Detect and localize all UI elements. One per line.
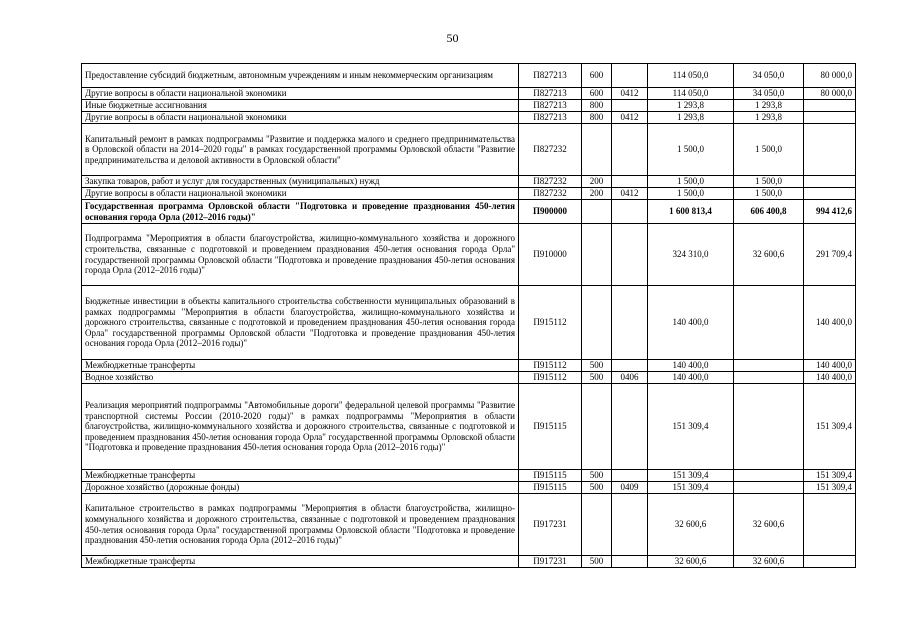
target-code-cell: П915112 — [519, 360, 582, 372]
row-name-cell: Водное хозяйство — [82, 372, 519, 384]
expense-type-cell: 800 — [582, 100, 612, 112]
expense-type-cell: 200 — [582, 176, 612, 188]
section-code-cell — [612, 124, 648, 176]
section-code-cell — [612, 494, 648, 556]
total-amount-cell: 151 309,4 — [648, 384, 734, 470]
total-amount-cell: 140 400,0 — [648, 372, 734, 384]
table-row — [82, 494, 856, 556]
target-code-cell: П915115 — [519, 470, 582, 482]
expense-type-cell — [582, 384, 612, 470]
amount-col1-cell: 34 050,0 — [734, 64, 804, 88]
row-name-cell: Капитальное строительство в рамках подпрограммы "Мероприятия в области благоустройства, жилищно-коммунального хозяйства и дорожного строительства, связанные с подготовкой и проведением празднования 450-летия основания города Орла" государственной программы Орловской области "Подготовка и проведение празднования 450-летия основания города Орла (2012–2016 годы)" — [82, 494, 519, 556]
table-row — [82, 64, 856, 88]
amount-col2-cell: 994 412,6 — [804, 200, 856, 224]
target-code-cell: П915115 — [519, 384, 582, 470]
target-code-cell: П915112 — [519, 372, 582, 384]
target-code-cell: П827213 — [519, 88, 582, 100]
table-row — [82, 556, 856, 568]
target-code-cell: П915115 — [519, 482, 582, 494]
amount-col1-cell — [734, 482, 804, 494]
budget-table — [81, 63, 856, 568]
total-amount-cell: 1 500,0 — [648, 188, 734, 200]
section-code-cell — [612, 384, 648, 470]
section-code-cell: 0409 — [612, 482, 648, 494]
page-number: 50 — [446, 31, 459, 45]
target-code-cell: П917231 — [519, 556, 582, 568]
target-code-cell: П827213 — [519, 112, 582, 124]
expense-type-cell: 500 — [582, 482, 612, 494]
total-amount-cell: 151 309,4 — [648, 470, 734, 482]
amount-col1-cell: 1 500,0 — [734, 188, 804, 200]
total-amount-cell: 1 500,0 — [648, 176, 734, 188]
section-code-cell — [612, 100, 648, 112]
section-code-cell: 0406 — [612, 372, 648, 384]
section-code-cell — [612, 360, 648, 372]
target-code-cell: П827213 — [519, 100, 582, 112]
target-code-cell: П915112 — [519, 286, 582, 360]
table-row — [82, 286, 856, 360]
table-row — [82, 482, 856, 494]
amount-col2-cell — [804, 100, 856, 112]
amount-col2-cell: 291 709,4 — [804, 224, 856, 286]
expense-type-cell: 500 — [582, 470, 612, 482]
expense-type-cell: 500 — [582, 360, 612, 372]
total-amount-cell: 32 600,6 — [648, 494, 734, 556]
total-amount-cell: 1 293,8 — [648, 100, 734, 112]
target-code-cell: П917231 — [519, 494, 582, 556]
table-row — [82, 124, 856, 176]
row-name-cell: Реализация мероприятий подпрограммы "Автомобильные дороги" федеральной целевой программы "Развитие транспортной системы России (2010-2020 годы)" в рамках подпрограммы "Мероприятия в области благоустройства, жилищно-коммунального хозяйства и дорожного строительства, связанные с подготовкой и проведением празднования 450-летия основания города Орла" государственной программы Орловской области "Подготовка и проведение празднования 450-летия основания города Орла (2012–2016 годы)" — [82, 384, 519, 470]
amount-col2-cell — [804, 556, 856, 568]
expense-type-cell — [582, 224, 612, 286]
total-amount-cell: 32 600,6 — [648, 556, 734, 568]
amount-col1-cell: 32 600,6 — [734, 556, 804, 568]
table-row — [82, 176, 856, 188]
amount-col1-cell — [734, 384, 804, 470]
amount-col1-cell: 32 600,6 — [734, 494, 804, 556]
section-code-cell — [612, 64, 648, 88]
total-amount-cell: 114 050,0 — [648, 88, 734, 100]
amount-col1-cell: 1 293,8 — [734, 100, 804, 112]
row-name-cell: Межбюджетные трансферты — [82, 470, 519, 482]
target-code-cell: П827232 — [519, 124, 582, 176]
amount-col1-cell — [734, 286, 804, 360]
row-name-cell: Капитальный ремонт в рамках подпрограммы "Развитие и поддержка малого и среднего предпринимательства в Орловской области на 2014–2020 годы" в рамках государственной программы Орловской области "Развитие предпринимательства и деловой активности в Орловской области" — [82, 124, 519, 176]
amount-col1-cell: 606 400,8 — [734, 200, 804, 224]
amount-col2-cell: 140 400,0 — [804, 360, 856, 372]
expense-type-cell: 600 — [582, 64, 612, 88]
section-code-cell — [612, 224, 648, 286]
table-row — [82, 112, 856, 124]
table-row — [82, 100, 856, 112]
row-name-cell: Закупка товаров, работ и услуг для государственных (муниципальных) нужд — [82, 176, 519, 188]
row-name-cell: Дорожное хозяйство (дорожные фонды) — [82, 482, 519, 494]
expense-type-cell: 500 — [582, 556, 612, 568]
expense-type-cell: 200 — [582, 188, 612, 200]
row-name-cell: Другие вопросы в области национальной экономики — [82, 112, 519, 124]
target-code-cell: П827232 — [519, 188, 582, 200]
section-code-cell — [612, 470, 648, 482]
table-row — [82, 384, 856, 470]
amount-col2-cell — [804, 188, 856, 200]
amount-col1-cell — [734, 470, 804, 482]
section-code-cell — [612, 176, 648, 188]
amount-col2-cell: 151 309,4 — [804, 384, 856, 470]
total-amount-cell: 151 309,4 — [648, 482, 734, 494]
section-code-cell — [612, 200, 648, 224]
amount-col2-cell: 151 309,4 — [804, 482, 856, 494]
amount-col2-cell: 151 309,4 — [804, 470, 856, 482]
total-amount-cell: 1 500,0 — [648, 124, 734, 176]
section-code-cell: 0412 — [612, 188, 648, 200]
row-name-cell: Межбюджетные трансферты — [82, 556, 519, 568]
row-name-cell: Другие вопросы в области национальной экономики — [82, 188, 519, 200]
amount-col2-cell — [804, 494, 856, 556]
amount-col1-cell: 34 050,0 — [734, 88, 804, 100]
expense-type-cell — [582, 286, 612, 360]
amount-col1-cell — [734, 372, 804, 384]
section-code-cell — [612, 556, 648, 568]
expense-type-cell — [582, 124, 612, 176]
section-code-cell: 0412 — [612, 112, 648, 124]
amount-col2-cell — [804, 176, 856, 188]
total-amount-cell: 140 400,0 — [648, 360, 734, 372]
target-code-cell: П827232 — [519, 176, 582, 188]
amount-col2-cell: 80 000,0 — [804, 88, 856, 100]
table-row — [82, 470, 856, 482]
expense-type-cell: 500 — [582, 372, 612, 384]
total-amount-cell: 1 600 813,4 — [648, 200, 734, 224]
expense-type-cell: 600 — [582, 88, 612, 100]
total-amount-cell: 140 400,0 — [648, 286, 734, 360]
section-code-cell — [612, 286, 648, 360]
total-amount-cell: 114 050,0 — [648, 64, 734, 88]
amount-col1-cell: 1 293,8 — [734, 112, 804, 124]
amount-col2-cell — [804, 112, 856, 124]
amount-col2-cell: 80 000,0 — [804, 64, 856, 88]
amount-col2-cell: 140 400,0 — [804, 372, 856, 384]
table-row — [82, 372, 856, 384]
total-amount-cell: 1 293,8 — [648, 112, 734, 124]
table-row — [82, 224, 856, 286]
amount-col2-cell — [804, 124, 856, 176]
table-row — [82, 88, 856, 100]
row-name-cell: Предоставление субсидий бюджетным, автономным учреждениям и иным некоммерческим организациям — [82, 64, 519, 88]
row-name-cell: Бюджетные инвестиции в объекты капитального строительства собственности муниципальных образований в рамках подпрограммы "Мероприятия в области благоустройства, жилищно-коммунального хозяйства и дорожного строительства, связанные с подготовкой и проведением празднования 450-летия основания города Орла" государственной программы Орловской области "Подготовка и проведение празднования 450-летия основания города Орла (2012–2016 годы)" — [82, 286, 519, 360]
amount-col1-cell — [734, 360, 804, 372]
amount-col2-cell: 140 400,0 — [804, 286, 856, 360]
amount-col1-cell: 1 500,0 — [734, 124, 804, 176]
expense-type-cell: 800 — [582, 112, 612, 124]
target-code-cell: П910000 — [519, 224, 582, 286]
amount-col1-cell: 32 600,6 — [734, 224, 804, 286]
target-code-cell: П827213 — [519, 64, 582, 88]
row-name-cell: Другие вопросы в области национальной экономики — [82, 88, 519, 100]
expense-type-cell — [582, 200, 612, 224]
row-name-cell: Иные бюджетные ассигнования — [82, 100, 519, 112]
table-row — [82, 200, 856, 224]
table-row — [82, 188, 856, 200]
table-row — [82, 360, 856, 372]
row-name-cell: Подпрограмма "Мероприятия в области благоустройства, жилищно-коммунального хозяйства и дорожного строительства, связанные с подготовкой и проведением празднования 450-летия основания города Орла" государственной программы Орловской области "Подготовка и проведение празднования 450-летия основания города Орла (2012–2016 годы)" — [82, 224, 519, 286]
total-amount-cell: 324 310,0 — [648, 224, 734, 286]
target-code-cell: П900000 — [519, 200, 582, 224]
row-name-cell: Межбюджетные трансферты — [82, 360, 519, 372]
section-code-cell: 0412 — [612, 88, 648, 100]
expense-type-cell — [582, 494, 612, 556]
row-name-cell: Государственная программа Орловской области "Подготовка и проведение празднования 450-летия основания города Орла (2012–2016 годы)" — [82, 200, 519, 224]
amount-col1-cell: 1 500,0 — [734, 176, 804, 188]
